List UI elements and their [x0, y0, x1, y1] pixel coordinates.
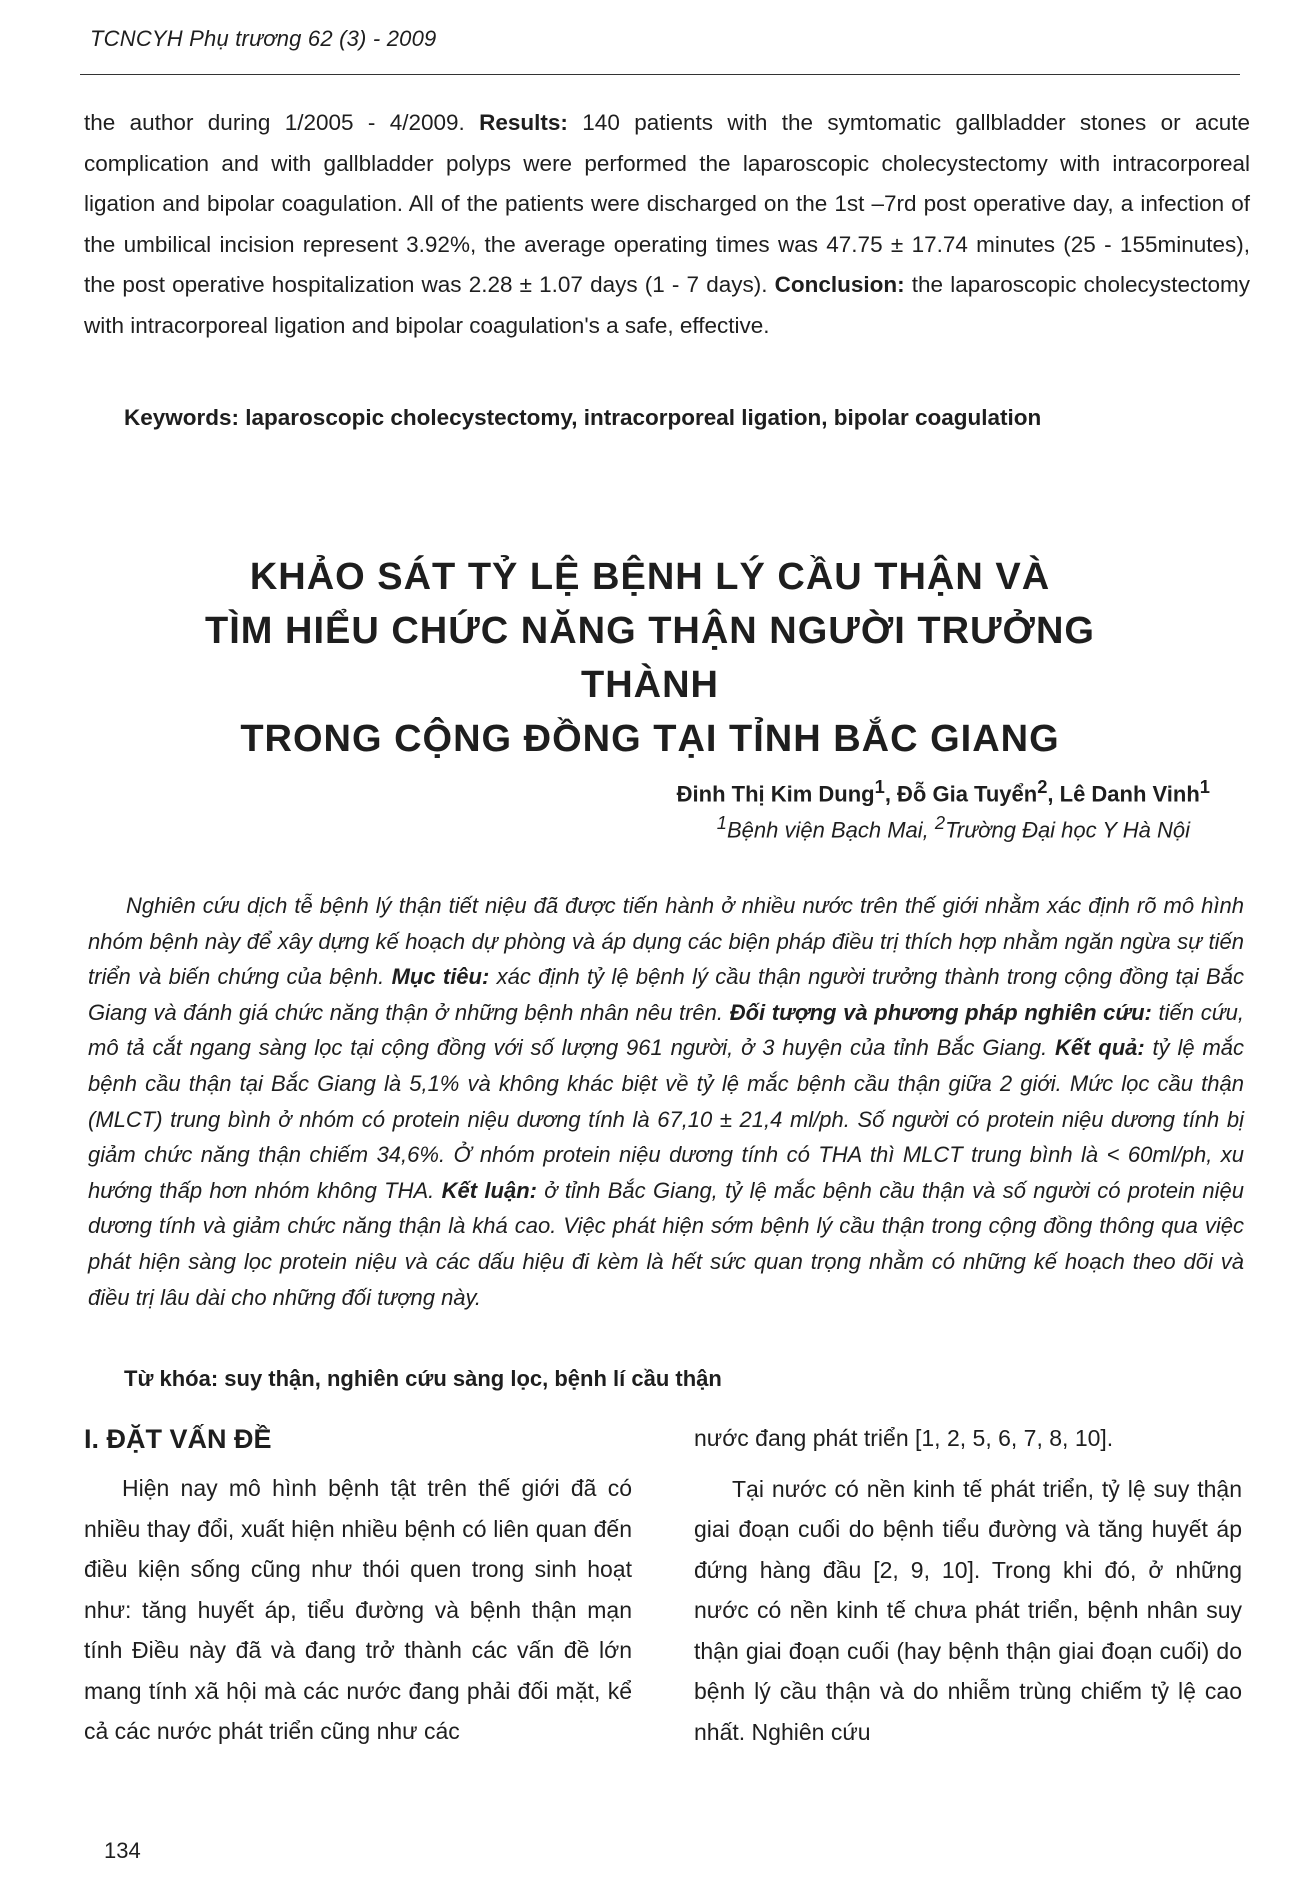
affiliations [500, 812, 1190, 843]
author-3-sup: 1 [1199, 776, 1210, 797]
body-column-left [84, 1418, 632, 1752]
abstract-vi-conclusion: ở tỉnh Bắc Giang, tỷ lệ mắc bệnh cầu thận và số người có protein niệu dương tính và giảm chức năng thận là khá cao. Việc phát hiện sớm bệnh lý cầu thận trong cộng đồng thông qua việc phát hiện sàng lọc protein niệu và các dấu hiệu đi kèm là hết sức quan trọng nhằm có những kế hoạch theo dõi và điều trị lâu dài cho những đối tượng này. [88, 1177, 1244, 1310]
abstract-vi-intro: Nghiên cứu dịch tễ bệnh lý thận tiết niệu đã được tiến hành ở nhiều nước trên thế giới nhằm xác định rõ mô hình nhóm bệnh này để xây dựng kế hoạch dự phòng và áp dụng các biện pháp điều trị thích hợp nhằm ngăn ngừa sự tiến triển và biến chứng của bệnh. [88, 893, 1244, 990]
english-keywords: Keywords: laparoscopic cholecystectomy, intracorporeal ligation, bipolar coagulation [124, 405, 1042, 430]
page-number: 134 [104, 1838, 141, 1863]
title-line-2: TÌM HIỂU CHỨC NĂNG THẬN NGƯỜI TRƯỞNG THÀNH [205, 610, 1095, 706]
affil-1: Bệnh viện Bạch Mai, [726, 817, 935, 843]
body-paragraph-1: Hiện nay mô hình bệnh tật trên thế giới đã có nhiều thay đổi, xuất hiện nhiều bệnh có liên quan đến điều kiện sống cũng như thói quen trong sinh hoạt như: tăng huyết áp, tiểu đường và bệnh thận mạn tính Điều này đã và đang trở thành các vấn đề lớn mang tính xã hội mà các nước đang phải đối mặt, kể cả các nước phát triển cũng như các [84, 1475, 632, 1744]
affil-2-sup: 2 [934, 812, 946, 833]
title-line-1: KHẢO SÁT TỶ LỆ BỆNH LÝ CẦU THẬN VÀ [249, 556, 1051, 598]
author-1: Đinh Thị Kim Dung [676, 781, 875, 807]
english-abstract [84, 103, 1250, 346]
objective-label: Mục tiêu: [391, 964, 490, 990]
author-list [500, 776, 1210, 807]
header-divider [80, 74, 1240, 75]
abstract-en-text-3: the laparoscopic cholecystectomy with intracorporeal ligation and bipolar coagulation's a safe, effective. [84, 272, 1250, 338]
author-1-sup: 1 [874, 776, 885, 797]
title-line-3: TRONG CỘNG ĐỒNG TẠI TỈNH BẮC GIANG [240, 718, 1060, 760]
body-column-right [694, 1418, 1242, 1752]
affil-2: Trường Đại học Y Hà Nội [945, 817, 1190, 843]
body-paragraph-1-continued: nước đang phát triển [1, 2, 5, 6, 7, 8, 10]. [694, 1425, 1114, 1451]
methods-label: Đối tượng và phương pháp nghiên cứu: [729, 999, 1152, 1025]
abstract-vi-results: tỷ lệ mắc bệnh cầu thận tại Bắc Giang là 5,1% và không khác biệt về tỷ lệ mắc bệnh cầu thận giữa 2 giới. Mức lọc cầu thận (MLCT) trung bình ở nhóm có protein niệu dương tính là 67,10 ± 21,4 ml/ph. Số người có protein niệu dương tính bị giảm chức năng thận chiếm 34,6%. Ở nhóm protein niệu dương tính có THA thì MLCT trung bình là < 60ml/ph, xu hướng thấp hơn nhóm không THA. [88, 1035, 1245, 1203]
affil-1-sup: 1 [716, 812, 727, 833]
vietnamese-keywords: Từ khóa: suy thận, nghiên cứu sàng lọc, bệnh lí cầu thận [124, 1366, 722, 1391]
author-3: , Lê Danh Vinh [1047, 781, 1200, 807]
body-paragraph-2: Tại nước có nền kinh tế phát triển, tỷ lệ suy thận giai đoạn cuối do bệnh tiểu đường và tăng huyết áp đứng hàng đầu [2, 9, 10]. Trong khi đó, ở những nước có nền kinh tế chưa phát triển, bệnh nhân suy thận giai đoạn cuối (hay bệnh thận giai đoạn cuối) do bệnh lý cầu thận và do nhiễm trùng chiếm tỷ lệ cao nhất. Nghiên cứu [694, 1475, 1242, 1745]
abstract-en-text-1: the author during 1/2005 - 4/2009. [84, 110, 480, 135]
conclusion-label: Conclusion: [774, 272, 905, 297]
article-title [150, 550, 1150, 766]
author-2-sup: 2 [1037, 776, 1048, 797]
section-heading: I. ĐẶT VẤN ĐỀ [84, 1424, 272, 1454]
abstract-vi-objective: xác định tỷ lệ bệnh lý cầu thận người trưởng thành trong cộng đồng tại Bắc Giang và đánh giá chức năng thận ở những bệnh nhân nêu trên. [88, 964, 1244, 1025]
conclusion-vi-label: Kết luận: [441, 1177, 537, 1203]
results-label: Results: [479, 110, 568, 135]
running-header: TCNCYH Phụ trương 62 (3) - 2009 [90, 26, 437, 51]
abstract-vi-methods: tiến cứu, mô tả cắt ngang sàng lọc tại cộng đồng với số lượng 961 người, ở 3 huyện của tỉnh Bắc Giang. [88, 999, 1244, 1061]
results-vi-label: Kết quả: [1055, 1035, 1145, 1061]
vietnamese-abstract [88, 888, 1244, 1315]
author-2: , Đỗ Gia Tuyển [884, 781, 1038, 807]
abstract-en-text-2: 140 patients with the symtomatic gallbladder stones or acute complication and with gallbladder polyps were performed the laparoscopic cholecystectomy with intracorporeal ligation and bipolar coagulation. All of the patients were discharged on the 1st –7rd post operative day, a infection of the umbilical incision represent 3.92%, the average operating times was 47.75 ± 17.74 minutes (25 - 155minutes), the post operative hospitalization was 2.28 ± 1.07 days (1 - 7 days). [84, 110, 1250, 297]
